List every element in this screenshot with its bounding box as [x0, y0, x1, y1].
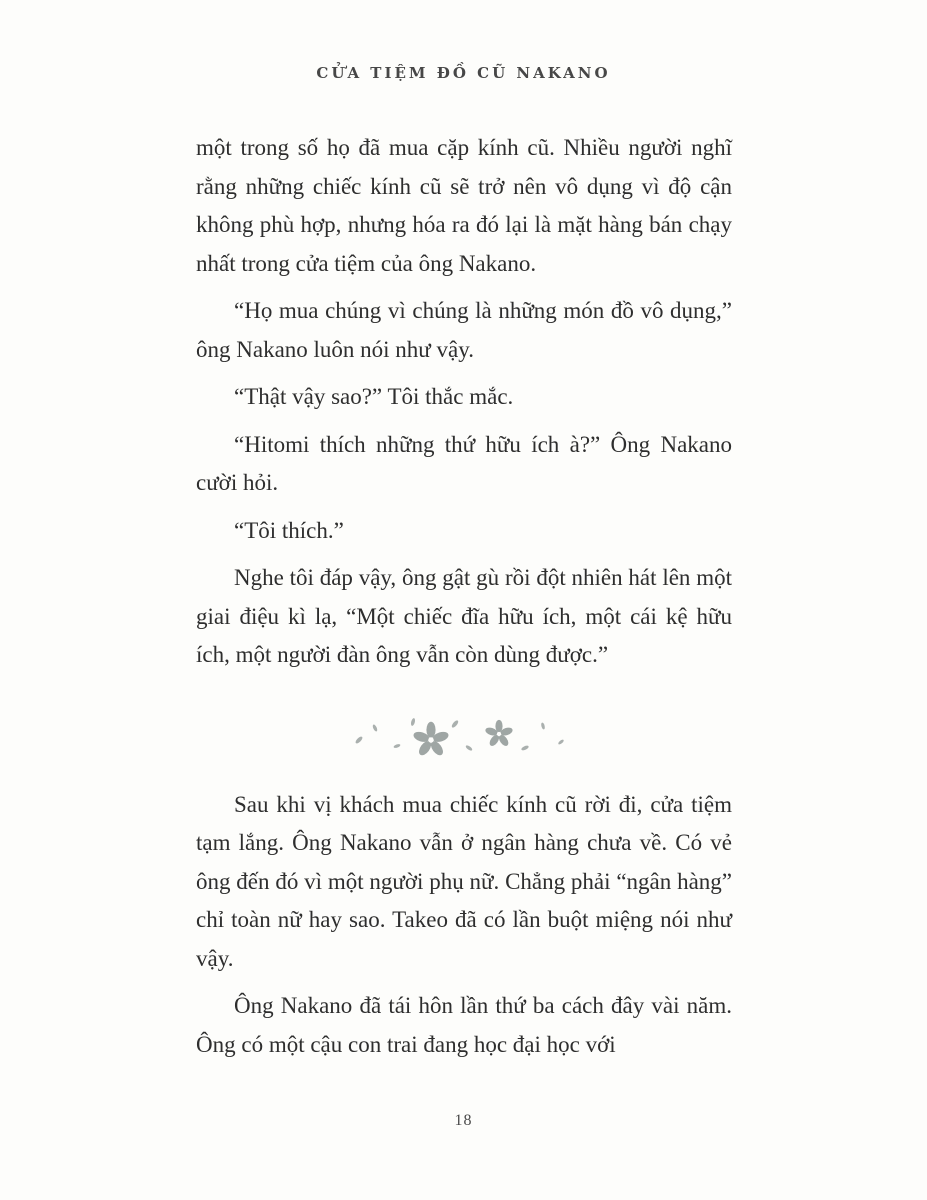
- paragraph: một trong số họ đã mua cặp kính cũ. Nhiều người nghĩ rằng những chiếc kính cũ sẽ trở nên vô dụng vì độ cận không phù hợp, nhưng hóa ra đó lại là mặt hàng bán chạy nhất trong cửa tiệm của ông Nakano.: [196, 135, 732, 276]
- page-content: [196, 129, 732, 1073]
- page-number: 18: [454, 1112, 473, 1129]
- sakura-petals-divider-icon: [196, 684, 732, 786]
- paragraph: “Thật vậy sao?” Tôi thắc mắc.: [234, 384, 514, 409]
- paragraph: “Hitomi thích những thứ hữu ích à?” Ông Nakano cười hỏi.: [196, 431, 732, 495]
- paragraph: “Tôi thích.”: [234, 517, 344, 543]
- paragraph: Sau khi vị khách mua chiếc kính cũ rời đi, cửa tiệm tạm lắng. Ông Nakano vẫn ở ngân hàng chưa về. Có vẻ ông đến đó vì một người phụ nữ. Chẳng phải “ngân hàng” chỉ toàn nữ hay sao. Takeo đã có lần buột miệng nói như vậy.: [196, 791, 732, 971]
- paragraph: Nghe tôi đáp vậy, ông gật gù rồi đột nhiên hát lên một giai điệu kì lạ, “Một chiếc đĩa hữu ích, một cái kệ hữu ích, một người đàn ông vẫn còn dùng được.”: [196, 565, 732, 667]
- paragraph: Ông Nakano đã tái hôn lần thứ ba cách đây vài năm. Ông có một cậu con trai đang học đại học với: [196, 993, 732, 1057]
- paragraph: “Họ mua chúng vì chúng là những món đồ vô dụng,” ông Nakano luôn nói như vậy.: [196, 298, 732, 362]
- running-header: CỬA TIỆM ĐỒ CŨ NAKANO: [316, 64, 611, 82]
